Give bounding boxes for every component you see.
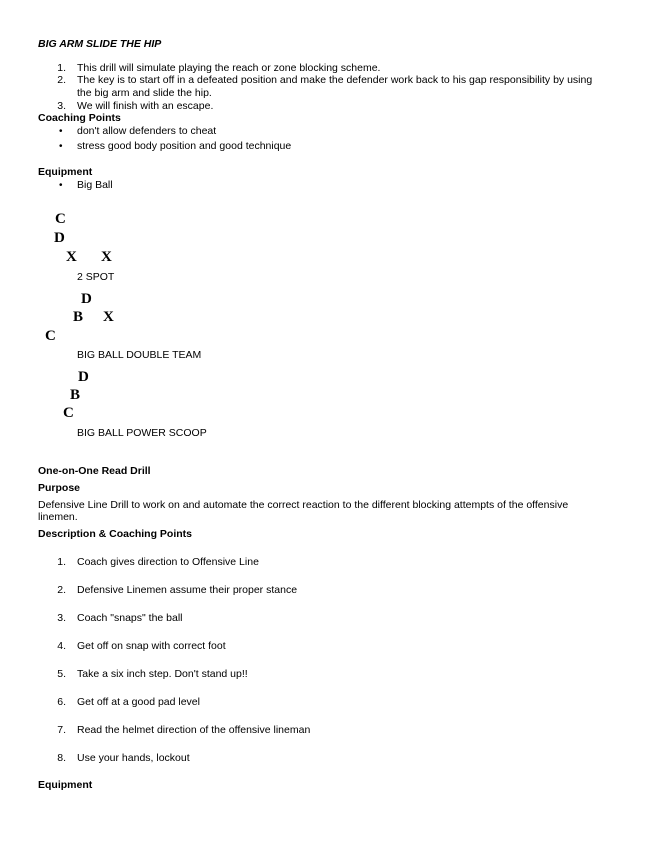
- diagram-letter-c: C: [45, 328, 56, 344]
- list-item: Use your hands, lockout: [77, 752, 190, 764]
- equipment-heading: Equipment: [38, 779, 93, 791]
- list-number: 2.: [57, 584, 66, 596]
- list-item: Get off at a good pad level: [77, 696, 200, 708]
- list-item: Read the helmet direction of the offensive lineman: [77, 724, 311, 736]
- list-number: 1.: [57, 62, 66, 74]
- list-number: 4.: [57, 640, 66, 652]
- list-number: 8.: [57, 752, 66, 764]
- bullet-icon: •: [59, 126, 63, 137]
- equipment-heading: Equipment: [38, 166, 93, 178]
- list-item: stress good body position and good technique: [77, 140, 292, 152]
- diagram-letter-b: B: [73, 309, 84, 325]
- drill-title: BIG ARM SLIDE THE HIP: [38, 38, 162, 50]
- list-number: 6.: [57, 696, 66, 708]
- list-item: This drill will simulate playing the reach or zone blocking scheme.: [77, 62, 381, 74]
- drill-title: One-on-One Read Drill: [38, 465, 151, 477]
- diagram-caption: BIG BALL POWER SCOOP: [77, 427, 207, 439]
- purpose-text: Defensive Line Drill to work on and automate the correct reaction to the different blocking attempts of the offensive: [38, 499, 569, 511]
- diagram-letter-c: C: [55, 211, 66, 227]
- list-item: The key is to start off in a defeated position and make the defender work back to his gap responsibility by using: [77, 74, 593, 86]
- list-number: 1.: [57, 556, 66, 568]
- list-item: We will finish with an escape.: [77, 100, 214, 112]
- diagram-letter-d: D: [78, 369, 89, 385]
- list-item: don't allow defenders to cheat: [77, 125, 217, 137]
- diagram-letter-b: B: [70, 387, 81, 403]
- diagram-caption: BIG BALL DOUBLE TEAM: [77, 349, 202, 361]
- list-item: Defensive Linemen assume their proper stance: [77, 584, 298, 596]
- diagram-letter-x: X: [66, 249, 77, 265]
- diagram-letter-x: X: [103, 309, 114, 325]
- list-item: Get off on snap with correct foot: [77, 640, 226, 652]
- purpose-heading: Purpose: [38, 482, 81, 494]
- list-item: Coach gives direction to Offensive Line: [77, 556, 259, 568]
- diagram-letter-d: D: [81, 291, 92, 307]
- list-number: 3.: [57, 612, 66, 624]
- list-item: Coach "snaps" the ball: [77, 612, 183, 624]
- list-number: 7.: [57, 724, 66, 736]
- list-item-continuation: the big arm and slide the hip.: [77, 87, 212, 99]
- list-number: 5.: [57, 668, 66, 680]
- bullet-icon: •: [59, 141, 63, 152]
- list-number: 3.: [57, 100, 66, 112]
- description-heading: Description & Coaching Points: [38, 528, 193, 540]
- diagram-caption: 2 SPOT: [77, 271, 115, 283]
- diagram-letter-x: X: [101, 249, 112, 265]
- list-number: 2.: [57, 74, 66, 86]
- list-item: Big Ball: [77, 179, 113, 191]
- purpose-text-continuation: linemen.: [38, 511, 78, 523]
- diagram-letter-c: C: [63, 405, 74, 421]
- coaching-points-heading: Coaching Points: [38, 112, 121, 124]
- diagram-letter-d: D: [54, 230, 65, 246]
- bullet-icon: •: [59, 180, 63, 191]
- list-item: Take a six inch step. Don't stand up!!: [77, 668, 248, 680]
